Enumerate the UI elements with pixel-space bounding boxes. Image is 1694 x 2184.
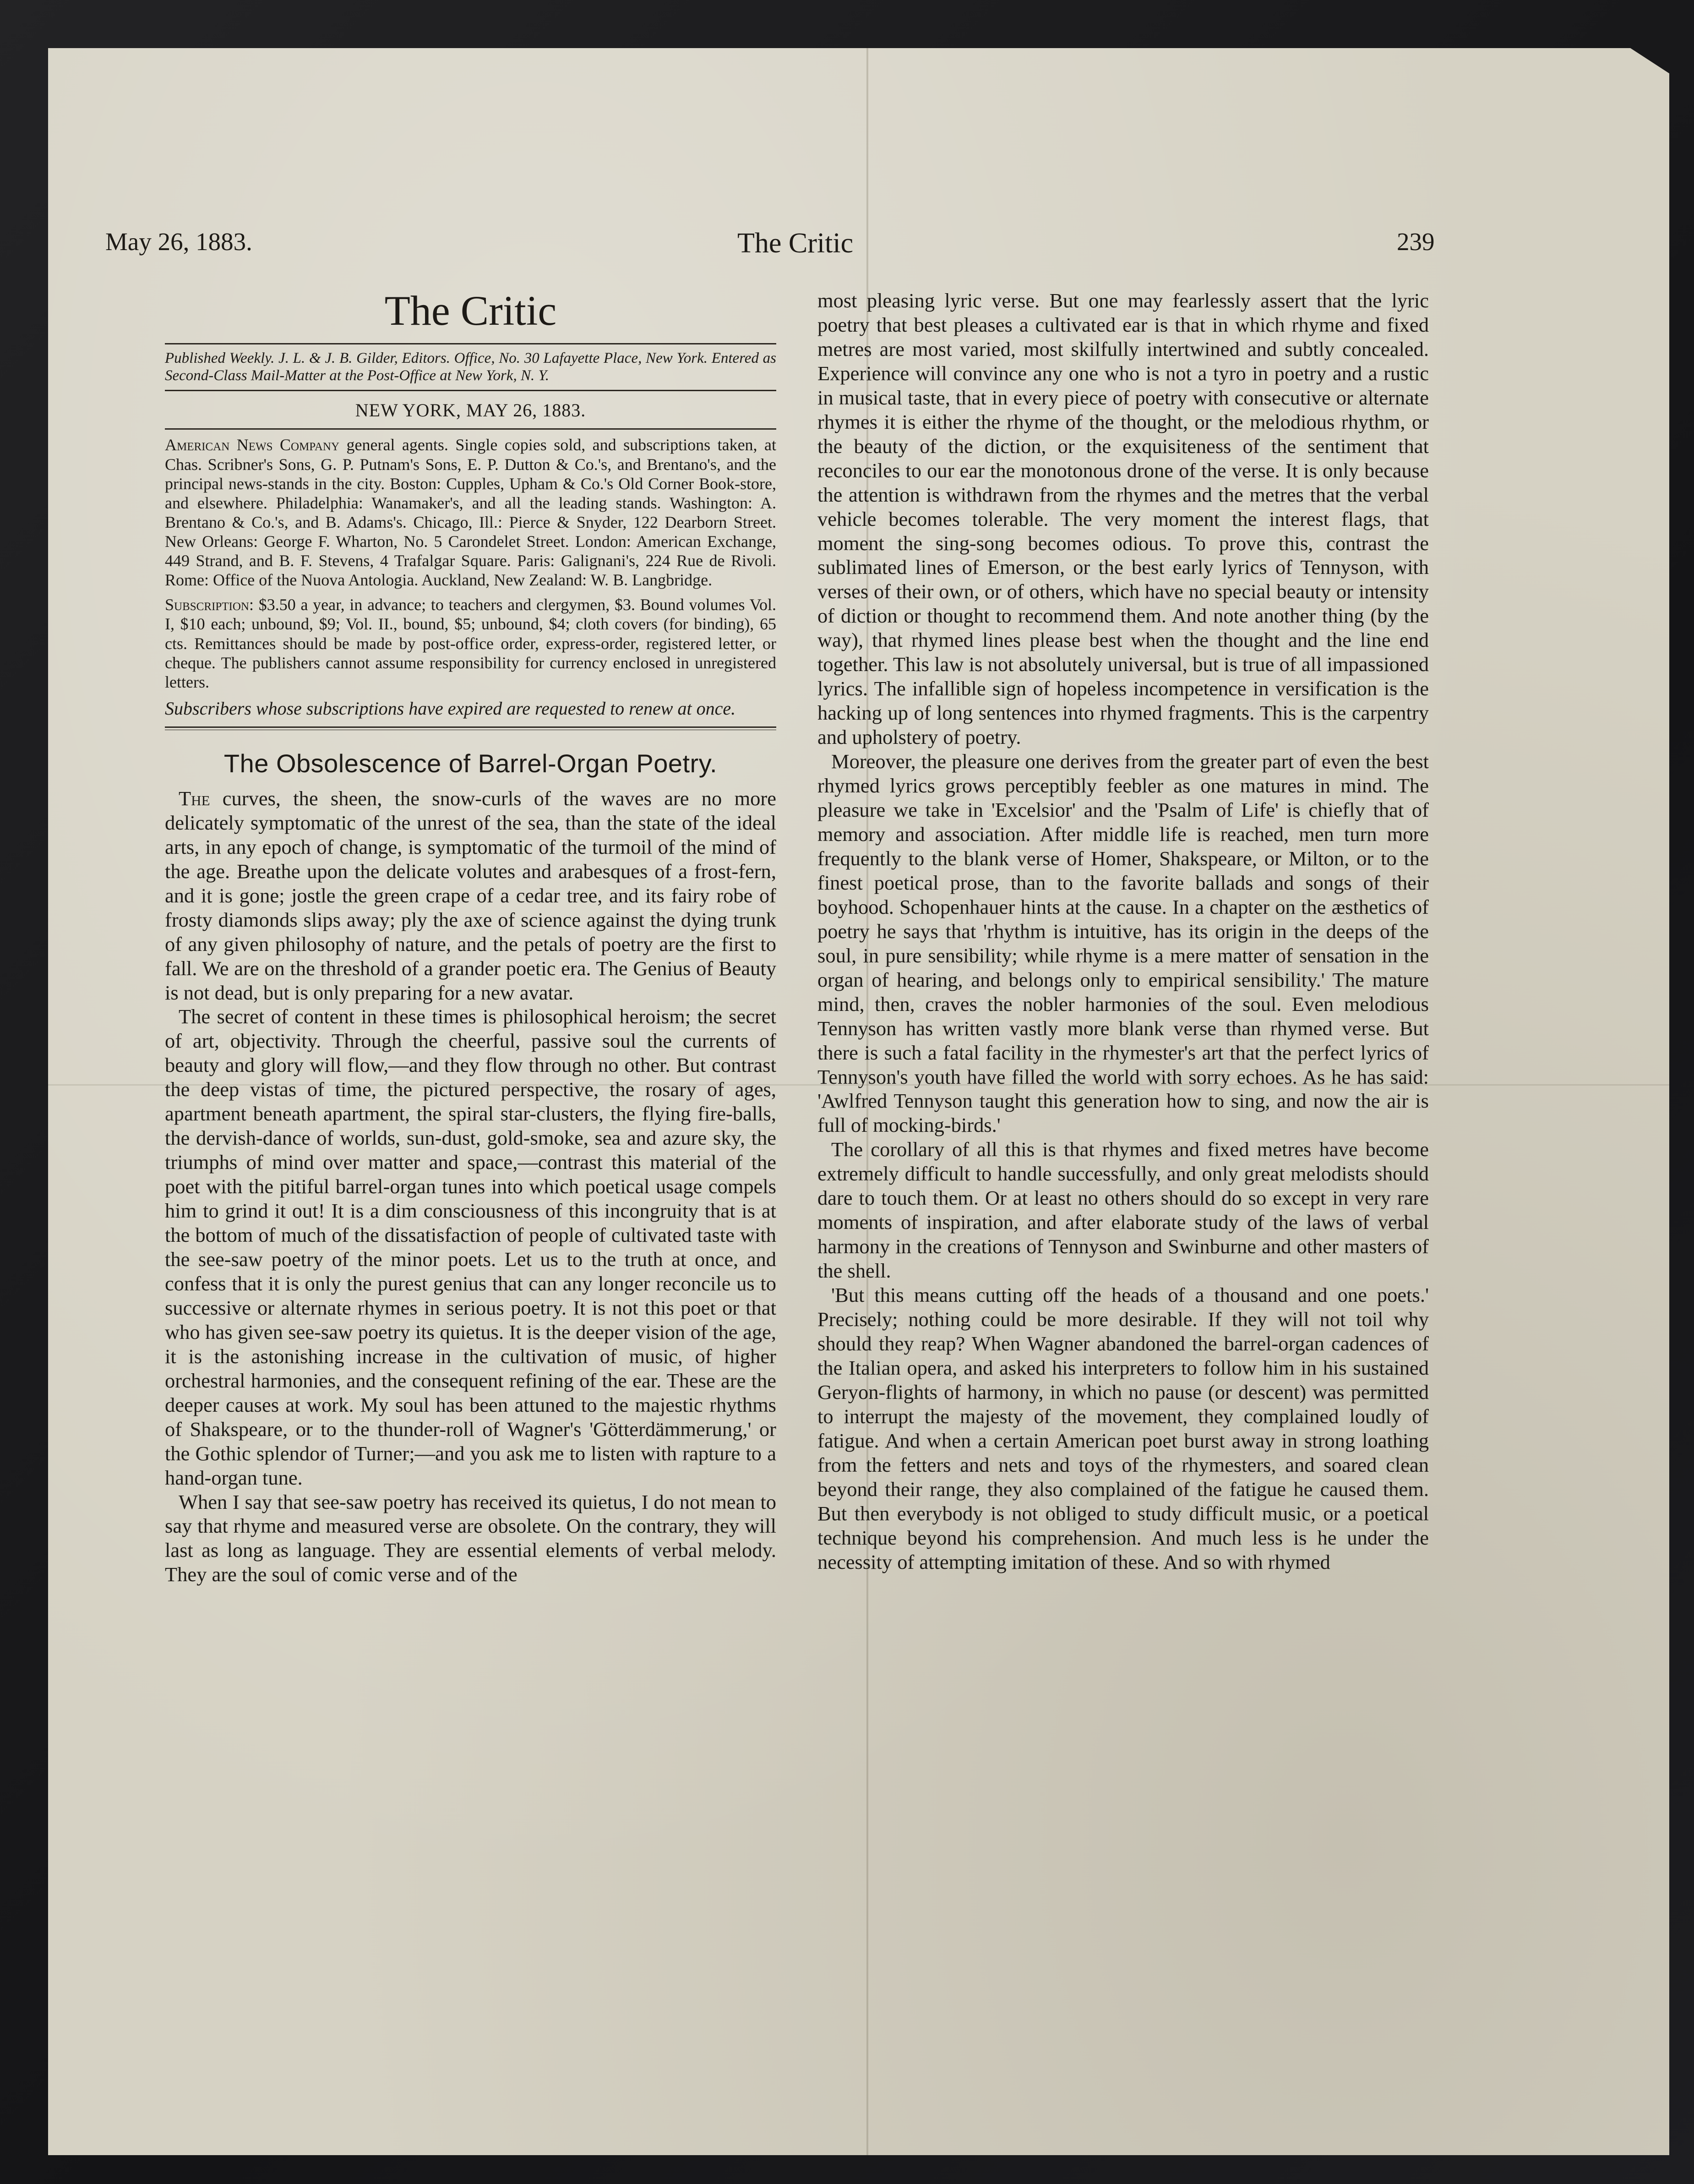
dateline: NEW YORK, MAY 26, 1883. (355, 400, 586, 421)
paragraph-1-text: curves, the sheen, the snow-curls of the waves are no more delicately symptomatic of the unrest of the sea, than the state of the ideal arts, in any epoch of change, is symptomatic of the turmoil of the mind of the age. Breathe upon the delicate volutes and arabesques of a frost-fern, and it is gone; jostle the green crape of a cedar tree, and its fairy robe of frosty diamonds slips away; ply the axe of science against the dying trunk of any given philosophy of nature, and the petals of poetry are the first to fall. We are on the threshold of a grander poetic era. The Genius of Beauty is not dead, but is only preparing for a new avatar. (165, 786, 776, 1004)
subscription-paragraph (165, 595, 776, 692)
article-rule (165, 726, 776, 730)
running-title: The Critic (737, 228, 854, 259)
article-paragraph-4: most pleasing lyric verse. But one may fearlessly assert that the lyric poetry that best pleases a cultivated ear is that in which rhyme and fixed metres are most varied, most skilfully intertwined and subtly concealed. Experience will convince any one who is not a tyro in poetry and a rustic in musical taste, that in every piece of poetry with consecutive or alternate rhymes it is either the rhyme of the thought, or the melodious rhythm, or the beauty of the diction, or the exquisiteness of the sentiment that reconciles to our ear the monotonous drone of the verse. It is only because the attention is withdrawn from the rhymes and the metres that the verbal vehicle becomes tolerable. The very moment the interest flags, that moment the sing-song becomes odious. To prove this, contrast the sublimated lines of Emerson, or the best early lyrics of Tennyson, with verses of their own, or of others, which have no special beauty or intensity of diction or thought to recommend them. And note another thing (by the way), that rhymed lines please best when the thought and the line end together. This law is not absolutely universal, but is true of all impassioned lyrics. The infallible sign of hopeless incompetence in versification is the hacking up of long sentences into rhymed fragments. This is the carpentry and upholstery of poetry. (817, 289, 1429, 749)
article-paragraph-3: When I say that see-saw poetry has received its quietus, I do not mean to say that rhyme and measured verse are obsolete. On the contrary, they will last as long as language. They are essential elements of verbal melody. They are the soul of comic verse and of the (165, 1490, 776, 1586)
agents-lead: American News Company (165, 436, 340, 454)
article-paragraph-7: 'But this means cutting off the heads of a thousand and one poets.' Precisely; nothing could be more desirable. If they will not toil why should they reap? When Wagner abandoned the barrel-organ cadences of the Italian opera, and asked his interpreters to follow him in his sustained Geryon-flights of harmony, in which no pause (or descent) was permitted to interrupt the majesty of the movement, they complained loudly of fatigue. And when a certain American poet burst away in strong loathing from the fetters and nets and toys of the rhymesters, and soared clean beyond their range, they also complained of the fatigue he caused them. But then everybody is not obliged to study difficult music, or a poetical technique beyond his comprehension. And much less is he under the necessity of attempting imitation of these. And so with rhymed (817, 1283, 1429, 1573)
article-paragraph-1 (165, 786, 776, 1005)
masthead-title: The Critic (384, 287, 557, 334)
dateline-rule-top (165, 390, 776, 391)
publication-info: Published Weekly. J. L. & J. B. Gilder, Editors. Office, No. 30 Lafayette Place, New York. Entered as Second-Class Mail-Matter at the Post-Office at New York, N. Y. (165, 349, 776, 384)
running-date: May 26, 1883. (105, 228, 252, 256)
subscription-text: : $3.50 a year, in advance; to teachers and clergymen, $3. Bound volumes Vol. I, $10 each; unbound, $9; Vol. II., bound, $5; unbound, $4; cloth covers (for binding), 65 cts. Remittances should be made by post-office order, express-order, registered letter, or cheque. The publishers cannot assume responsibility for currency enclosed in unregistered letters. (165, 595, 776, 691)
article-title: The Obsolescence of Barrel-Organ Poetry. (223, 748, 718, 778)
right-column (817, 289, 1429, 1574)
renewal-notice: Subscribers whose subscriptions have expired are requested to renew at once. (165, 698, 736, 719)
agents-paragraph (165, 435, 776, 590)
page-number: 239 (1397, 228, 1435, 256)
dateline-rule-bottom (165, 428, 776, 430)
left-column (165, 289, 776, 1587)
article-paragraph-6: The corollary of all this is that rhymes and fixed metres have become extremely difficult to handle successfully, and only great melodists should dare to touch them. Or at least no others should do so except in very rare moments of inspiration, and after elaborate study of the laws of verbal harmony in the creations of Tennyson and Swinburne and other masters of the shell. (817, 1138, 1429, 1283)
masthead-rule (165, 343, 776, 344)
paragraph-1-lead: The (179, 786, 210, 810)
article-paragraph-2: The secret of content in these times is philosophical heroism; the secret of art, objectivity. Through the cheerful, passive soul the currents of beauty and glory will flow,—and they flow through no other. But contrast the deep vistas of time, the pictured perspective, the rosary of ages, apartment beneath apartment, the spiral star-clusters, the flying fire-balls, the dervish-dance of worlds, sun-dust, gold-smoke, sea and azure sky, the triumphs of mind over matter and space,—contrast this material of the poet with the pitiful barrel-organ tunes into which poetical usage compels him to grind it out! It is a dim consciousness of this incongruity that is at the bottom of much of the dissatisfaction of people of cultivated taste with the see-saw poetry of the minor poets. Let us to the truth at once, and confess that it is only the purest genius that can any longer reconcile us to successive or alternate rhymes in serious poetry. It is not this poet or that who has given see-saw poetry its quietus. It is the deeper vision of the age, it is the astonishing increase in the cultivation of music, of higher orchestral harmonies, and the consequent refining of the ear. These are the deeper causes at work. My soul has been attuned to the majestic rhythms of Shakspeare, or to the thunder-roll of Wagner's 'Götterdämmerung,' or the Gothic splendor of Turner;—and you ask me to listen with rapture to a hand-organ tune. (165, 1005, 776, 1489)
agents-text: general agents. Single copies sold, and subscriptions taken, at Chas. Scribner's Sons, G. P. Putnam's Sons, E. P. Dutton & Co.'s, and Brentano's, and the principal news-stands in the city. Boston: Cupples, Upham & Co.'s Old Corner Book-store, and elsewhere. Philadelphia: Wanamaker's, and all the leading stands. Washington: A. Brentano & Co.'s, and B. Adams's. Chicago, Ill.: Pierce & Snyder, 122 Dearborn Street. New Orleans: George F. Wharton, No. 5 Carondelet Street. London: American Exchange, 449 Strand, and B. F. Stevens, 4 Trafalgar Square. Paris: Galignani's, 224 Rue de Rivoli. Rome: Office of the Nuova Antologia. Auckland, New Zealand: W. B. Langbridge. (165, 436, 776, 590)
subscription-lead: Subscription (165, 595, 249, 614)
article-paragraph-5: Moreover, the pleasure one derives from the greater part of even the best rhymed lyrics grows perceptibly feebler as one matures in mind. The pleasure we take in 'Excelsior' and the 'Psalm of Life' is chiefly that of memory and association. After middle life is reached, men turn more frequently to the blank verse of Homer, Shakspeare, or Milton, or to the finest poetical prose, than to the favorite ballads and songs of their boyhood. Schopenhauer hints at the cause. In a chapter on the æsthetics of poetry he says that 'rhythm is intuitive, has its origin in the deeps of the soul, in pure sensibility; while rhyme is a mere matter of sensation in the organ of hearing, and belongs only to empirical sensibility.' The mature mind, then, craves the nobler harmonies of the soul. Even melodious Tennyson has written vastly more blank verse than rhymed verse. But there is such a fatal facility in the rhymester's art that the perfect lyrics of Tennyson's youth have filled the world with sorry echoes. As he has said: 'Awlfred Tennyson taught this generation how to sing, and now the air is full of mocking-birds.' (817, 750, 1429, 1137)
